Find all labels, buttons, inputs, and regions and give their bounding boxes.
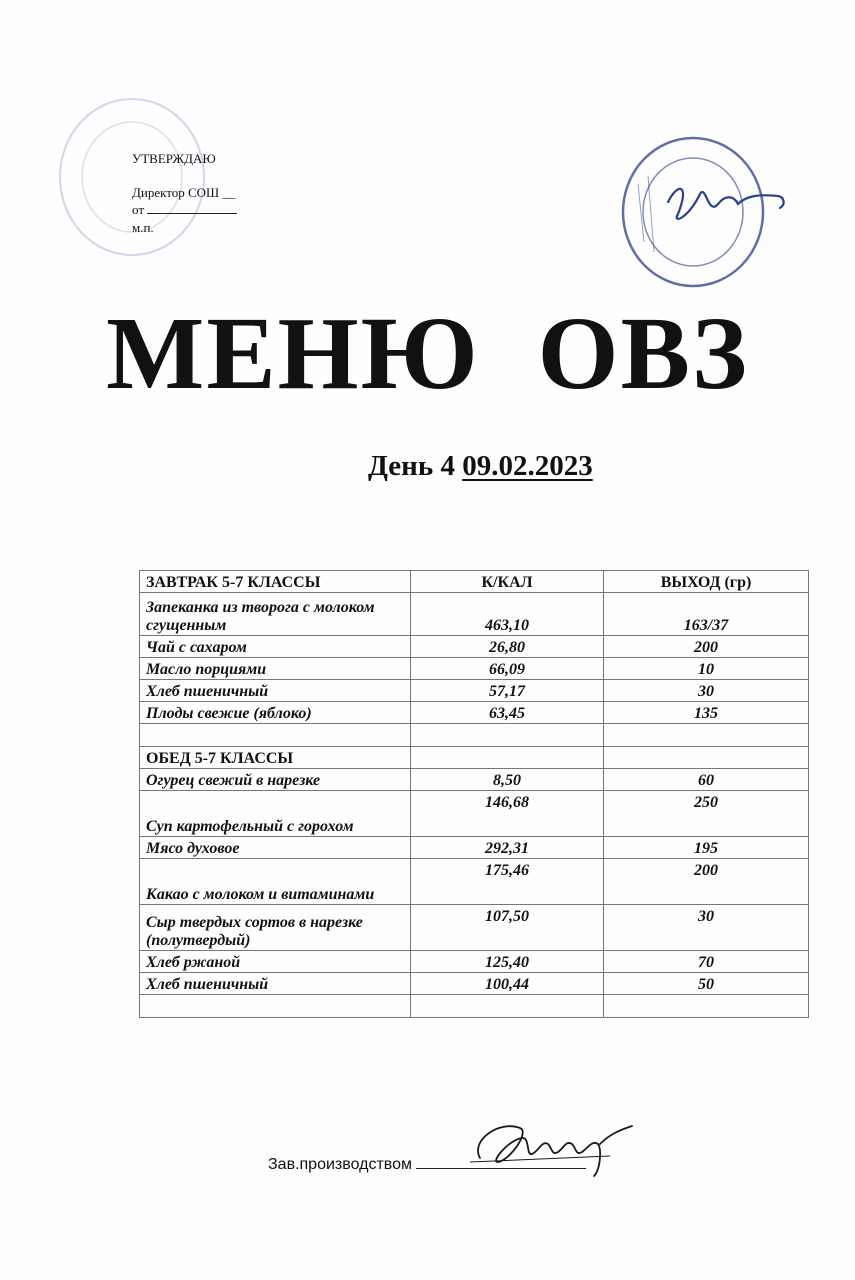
table-row <box>140 769 809 791</box>
dish-output: 50 <box>604 973 809 995</box>
dish-name: Сыр твердых сортов в нарезке (полутвердый) <box>140 905 411 951</box>
dish-name: Хлеб ржаной <box>140 951 411 973</box>
table-row <box>140 593 809 636</box>
dish-output: 250 <box>604 791 809 837</box>
approval-heading: УТВЕРЖДАЮ <box>132 151 216 166</box>
approval-block <box>132 150 292 236</box>
school-stamp-icon <box>608 124 788 294</box>
signature-icon <box>460 1110 640 1180</box>
table-row <box>140 791 809 837</box>
dish-kcal: 8,50 <box>411 769 604 791</box>
dish-name: Хлеб пшеничный <box>140 680 411 702</box>
dish-name: Плоды свежие (яблоко) <box>140 702 411 724</box>
dish-output: 30 <box>604 905 809 951</box>
dish-kcal: 66,09 <box>411 658 604 680</box>
dish-kcal: 175,46 <box>411 859 604 905</box>
table-row <box>140 951 809 973</box>
dish-name: Чай с сахаром <box>140 636 411 658</box>
dish-output: 10 <box>604 658 809 680</box>
table-row <box>140 658 809 680</box>
header-kcal: К/КАЛ <box>411 571 604 593</box>
header-breakfast: ЗАВТРАК 5-7 КЛАССЫ <box>140 571 411 593</box>
approval-date-label: от <box>132 202 145 218</box>
dish-output: 70 <box>604 951 809 973</box>
dish-output: 163/37 <box>604 593 809 636</box>
table-row <box>140 680 809 702</box>
dish-name: Суп картофельный с горохом <box>140 791 411 837</box>
menu-table <box>139 570 809 1018</box>
dish-name: Какао с молоком и витаминами <box>140 859 411 905</box>
dish-kcal: 63,45 <box>411 702 604 724</box>
dish-name: Огурец свежий в нарезке <box>140 769 411 791</box>
day-heading <box>368 450 593 483</box>
dish-name: Мясо духовое <box>140 837 411 859</box>
dish-kcal: 100,44 <box>411 973 604 995</box>
table-row <box>140 702 809 724</box>
approval-director: Директор СОШ __ <box>132 184 236 200</box>
dish-kcal: 125,40 <box>411 951 604 973</box>
dish-kcal: 292,31 <box>411 837 604 859</box>
blank-row <box>140 724 809 747</box>
day-date: 09.02.2023 <box>462 450 593 482</box>
dish-kcal: 57,17 <box>411 680 604 702</box>
blank-row <box>140 995 809 1018</box>
approval-date-line <box>147 201 237 214</box>
table-row <box>140 837 809 859</box>
dish-kcal: 146,68 <box>411 791 604 837</box>
table-row <box>140 973 809 995</box>
header-output: ВЫХОД (гр) <box>604 571 809 593</box>
dish-name: Масло порциями <box>140 658 411 680</box>
dish-output: 200 <box>604 859 809 905</box>
dish-kcal: 107,50 <box>411 905 604 951</box>
dish-name: Хлеб пшеничный <box>140 973 411 995</box>
table-row <box>140 636 809 658</box>
dish-output: 30 <box>604 680 809 702</box>
dish-output: 200 <box>604 636 809 658</box>
day-label: День 4 <box>368 450 455 482</box>
table-row <box>140 905 809 951</box>
dish-kcal: 26,80 <box>411 636 604 658</box>
page-title: МЕНЮ ОВЗ <box>106 296 749 411</box>
dish-kcal: 463,10 <box>411 593 604 636</box>
approval-seal-label: м.п. <box>132 219 154 235</box>
table-row <box>140 859 809 905</box>
dish-output: 60 <box>604 769 809 791</box>
lunch-section-row <box>140 747 809 769</box>
dish-output: 135 <box>604 702 809 724</box>
table-header-row <box>140 571 809 593</box>
footer-label: Зав.производством <box>268 1156 412 1173</box>
dish-name: Запеканка из творога с молоком сгущенным <box>140 593 411 636</box>
lunch-section-title: ОБЕД 5-7 КЛАССЫ <box>140 747 411 769</box>
dish-output: 195 <box>604 837 809 859</box>
